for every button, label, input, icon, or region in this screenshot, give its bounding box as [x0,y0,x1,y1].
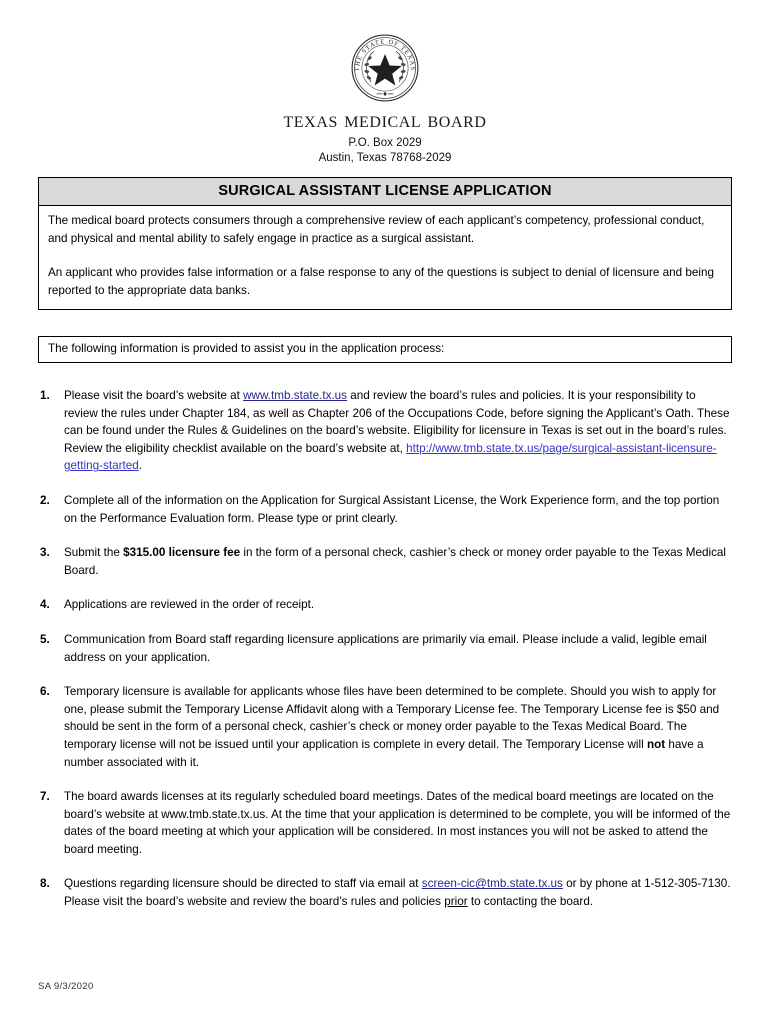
emphasis-text: not [646,737,666,751]
email-link[interactable]: screen-cic@tmb.state.tx.us [421,877,563,891]
instruction-number: 7. [40,790,50,804]
instruction-list [38,387,732,911]
instruction-item [38,544,732,579]
text-run: Complete all of the information on the Application for Surgical Assistant License, the Work Experience form, and the top portion on the Performance Evaluation form. Please type or print clearly. [64,493,720,525]
text-run: in the form of a personal check, cashier’s check or money order payable to the Texas Medical Board. [64,546,727,577]
instruction-number: 3. [40,546,50,560]
intro-box [38,177,732,310]
page-title: SURGICAL ASSISTANT LICENSE APPLICATION [39,178,731,206]
instruction-number: 2. [40,493,50,507]
instruction-item [38,596,732,614]
instruction-item [38,492,732,527]
instruction-number: 6. [40,685,50,699]
instruction-item [38,875,732,910]
instruction-text [64,683,732,771]
letterhead [0,0,770,165]
instruction-text [64,492,732,527]
website-link[interactable]: http://www.tmb.state.tx.us/page/surgical-assistant-licensure-getting-started [64,441,717,473]
text-run: Questions regarding licensure should be directed to staff via email at [64,877,422,891]
assist-note-text: The following information is provided to assist you in the application process: [48,342,445,355]
texas-state-seal-icon [350,33,420,103]
instruction-text [64,387,732,475]
instruction-item [38,387,732,475]
instruction-item [38,788,732,858]
instruction-item [38,683,732,771]
svg-text:THE STATE OF TEXAS: THE STATE OF TEXAS [354,38,416,72]
form-revision-footer: SA 9/3/2020 [38,981,94,992]
text-run: or by phone at 1-512-305-7130. Please visit the board’s website and review the board’s rules and policies [64,877,731,909]
instruction-text [64,544,732,579]
address-po-box: P.O. Box 2029 [348,137,422,149]
intro-paragraph-2: An applicant who provides false information or a false response to any of the questions is subject to denial of licensure and being reported to the appropriate data banks. [48,266,714,297]
text-run: Submit the [64,546,124,560]
instruction-number: 4. [40,598,50,612]
instruction-text [64,788,732,858]
seal-container [0,32,770,104]
text-run: Communication from Board staff regarding licensure applications are primarily via email. Please include a valid, legible email address on your application. [64,632,707,664]
text-run: to contacting the board. [467,895,594,909]
text-run: The board awards licenses at its regularly scheduled board meetings. Dates of the medical board meetings are located on the board’s website at www.tmb.state.tx.us. At the time that your application is determined to be complete, you will be informed of the dates of the board meeting at which your application will be considered. In most instances you will not be asked to attend the board meeting. [64,790,731,856]
instruction-number: 8. [40,877,50,891]
underlined-text: prior [444,895,468,909]
intro-body [39,206,731,309]
intro-paragraph-1: The medical board protects consumers through a comprehensive review of each applicant’s competency, professional conduct, and physical and mental ability to safely engage in practice as a surgical assistant. [48,214,705,245]
text-run: Temporary licensure is available for applicants whose files have been determined to be complete. Should you wish to apply for one, please submit the Temporary License Affidavit along with a Temporary License fee. The Temporary License fee is $50 and should be sent in the form of a personal check, cashier’s check or money order payable to the Texas Medical Board. The temporary license will not be issued until your application is complete in every detail. The Temporary License will [64,685,720,751]
emphasis-text: $315.00 licensure fee [123,546,241,560]
text-run: Please visit the board’s website at [64,389,244,402]
assist-note-box [38,336,732,363]
text-run: Applications are reviewed in the order of receipt. [64,598,315,612]
organization-name: texas medical board [283,107,487,132]
instruction-text [64,875,732,910]
instruction-item [38,631,732,666]
instruction-text [64,596,732,614]
instruction-text [64,631,732,666]
address-city-state-zip: Austin, Texas 78768-2029 [318,151,452,164]
text-run: . [138,459,142,473]
instruction-number: 5. [40,632,50,646]
text-run: have a number associated with it. [64,737,704,769]
website-link[interactable]: www.tmb.state.tx.us [243,389,348,402]
instruction-number: 1. [40,389,50,402]
text-run: and review the board’s rules and policies. It is your responsibility to review the rules under Chapter 184, as well as Chapter 206 of the Occupations Code, before signing the Applicant’s Oath. These can be found under the Rules & Guidelines on the board’s website. Eligibility for licensure in Texas is set out in the board’s rules. Review the eligibility checklist available on the board’s website at, [64,389,730,455]
